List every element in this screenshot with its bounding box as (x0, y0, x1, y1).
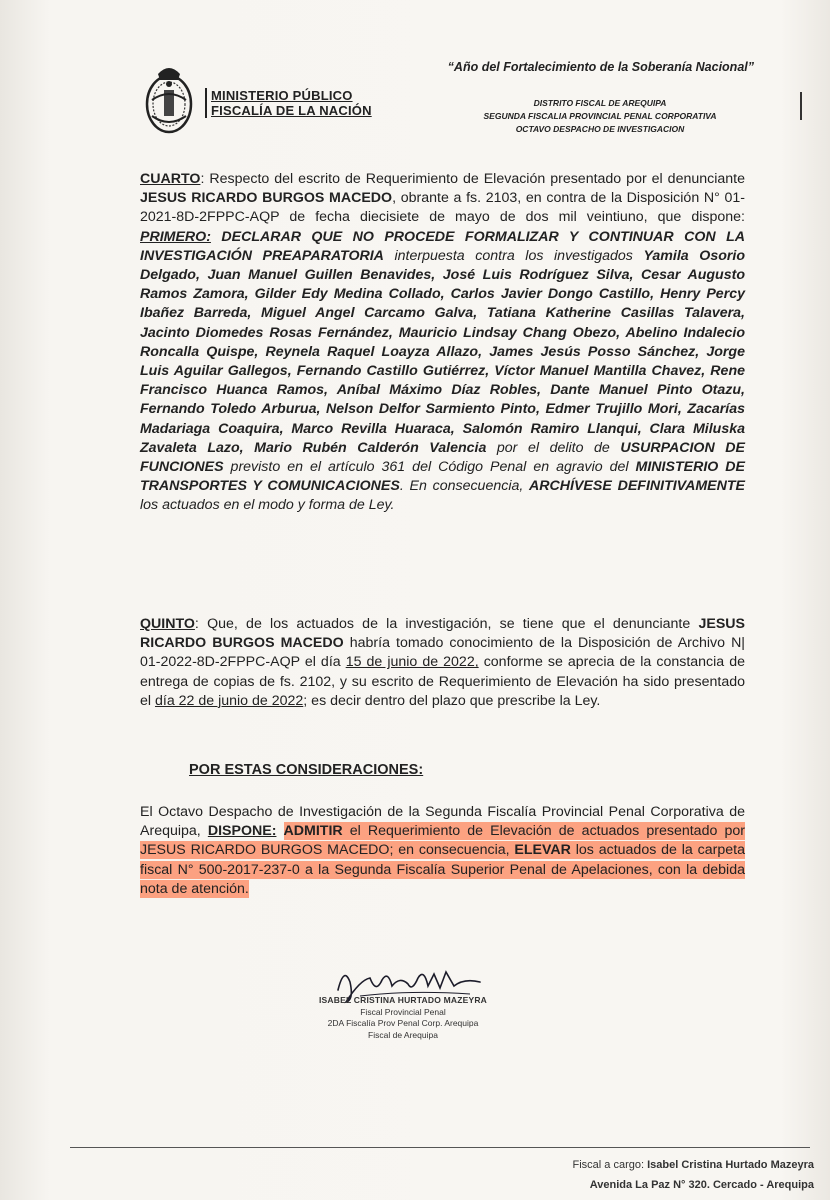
archive-order: ARCHÍVESE DEFINITIVAMENTE (529, 478, 745, 495)
dispone-label: DISPONE: (207, 823, 277, 840)
district-name: DISTRITO FISCAL DE AREQUIPA (533, 98, 667, 108)
margin-mark (800, 92, 802, 120)
institution-name: MINISTERIO PÚBLICO (211, 88, 353, 103)
footer (573, 1155, 814, 1195)
institution-subname: FISCALÍA DE LA NACIÓN (211, 103, 372, 118)
signature-block (298, 995, 508, 1041)
signer-office: 2DA Fiscalía Prov Penal Corp. Arequipa (327, 1018, 479, 1028)
section-label-quinto: QUINTO (140, 616, 195, 632)
text-run: habría tomado conocimiento de la Disposición de Archivo N| 01-2022-8D-2FPPC-AQP el día (140, 635, 745, 671)
dispatch-name: OCTAVO DESPACHO DE INVESTIGACION (515, 124, 685, 134)
text-run: . En consecuencia, (399, 478, 530, 495)
prosecutor-in-charge (573, 1155, 814, 1175)
decision-text: DECLARAR QUE NO PROCEDE FORMALIZAR Y CONTINUAR CON LA INVESTIGACIÓN PREAPARATORIA (140, 228, 745, 264)
text-run: ; es decir dentro del plazo que prescribe la Ley. (303, 692, 601, 709)
footer-divider (70, 1147, 810, 1148)
text-run: previsto en el artículo 361 del Código Penal en agravio del (223, 459, 636, 476)
paragraph-dispone (140, 803, 745, 899)
signer-location: Fiscal de Arequipa (368, 1029, 438, 1040)
text-run: El Octavo Despacho de Investigación de la Segunda Fiscalía Provincial Penal Corporativa de Arequipa, (140, 804, 745, 840)
office-address: Avenida La Paz N° 320. Cercado - Arequipa (589, 1179, 814, 1191)
filing-date: día 22 de junio de 2022 (154, 692, 304, 709)
charge-label: Fiscal a cargo: (572, 1159, 645, 1171)
signer-title: Fiscal Provincial Penal (360, 1006, 446, 1017)
aggrieved-party: MINISTERIO DE TRANSPORTES Y COMUNICACIONES (140, 459, 746, 495)
office-header (470, 97, 730, 136)
text-run: por el delito de (486, 439, 621, 456)
office-name: SEGUNDA FISCALIA PROVINCIAL PENAL CORPORATIVA (483, 111, 717, 121)
elevar-label: ELEVAR (514, 842, 571, 859)
text-run: los actuados de la carpeta fiscal N° 500-2017-237-0 a la Segunda Fiscalía Superior Penal de Apelaciones, con la debida nota de atención. (140, 842, 745, 897)
crime-name: USURPACION DE FUNCIONES (140, 439, 745, 476)
text-run: interpuesta contra los investigados (383, 247, 644, 264)
text-run: : Respecto del escrito de Requerimiento de Elevación presentado por el denunciante (200, 171, 745, 187)
national-crest-icon (138, 60, 200, 140)
section-label-cuarto: CUARTO (140, 171, 201, 187)
investigated-list: Yamila Osorio Delgado, Juan Manuel Guillen Benavides, José Luis Rodríguez Silva, Cesar Augusto Ramos Zamora, Gilder Edy Medina Collado, Carlos Javier Dongo Castillo, Henry Percy Ibañez Barreda, Miguel Angel Carcamo Galva, Tatiana Katherine Casillas Talavera, Jacinto Diomedes Rosas Fernández, Mauricio Lindsay Chang Obezo, Abelino Indalecio Roncalla Quispe, Reynela Raquel Loayza Allazo, James Jesús Posso Sánchez, Jorge Luis Aguilar Gallegos, Fernando Castillo Gutiérrez, Víctor Manuel Mantilla Chavez, Rene Francisco Huanca Ramos, Aníbal Máximo Díaz Robles, Dante Manuel Pinto Otazu, Fernando Toledo Arburua, Nelson Delfor Sarmiento Pinto, Edmer Trujillo Mori, Zacarías Madariaga Coaquira, Marco Revilla Huaraca, Salomón Ramiro Llanqui, Clara Miluska Zavaleta Lazo, Mario Rubén Calderón Valencia (140, 247, 746, 456)
institution-logo-text (205, 88, 372, 118)
complainant-name: JESUS RICARDO BURGOS MACEDO (140, 190, 393, 207)
admitir-label: ADMITIR (283, 823, 343, 840)
considerations-heading: POR ESTAS CONSIDERACIONES: (189, 762, 424, 778)
charge-name: Isabel Cristina Hurtado Mazeyra (647, 1159, 814, 1171)
paragraph-quinto (140, 615, 745, 711)
text-run: conforme se aprecia de la constancia de entrega de copias de fs. 2102, y su escrito de Requerimiento de Elevación ha sido presentado el (140, 654, 745, 709)
year-motto: “Año del Fortalecimiento de la Soberanía Nacional” (447, 60, 754, 74)
text-run: el Requerimiento de Elevación de actuados presentado por JESUS RICARDO BURGOS MACEDO; en consecuencia, (140, 823, 745, 859)
signer-name: ISABEL CRISTINA HURTADO MAZEYRA (318, 995, 487, 1005)
notification-date: 15 de junio de 2022, (345, 654, 479, 671)
text-run: , obrante a fs. 2103, en contra de la Disposición N° 01-2021-8D-2FPPC-AQP de fecha diecisiete de mayo de dos mil veintiuno, que dispone: (140, 190, 745, 226)
text-run: los actuados en el modo y forma de Ley. (140, 497, 395, 514)
paragraph-cuarto (140, 170, 745, 516)
complainant-name: JESUS RICARDO BURGOS MACEDO (140, 616, 745, 652)
text-run: : Que, de los actuados de la investigación, se tiene que el denunciante (194, 616, 699, 632)
primero-label: PRIMERO: (140, 228, 211, 245)
